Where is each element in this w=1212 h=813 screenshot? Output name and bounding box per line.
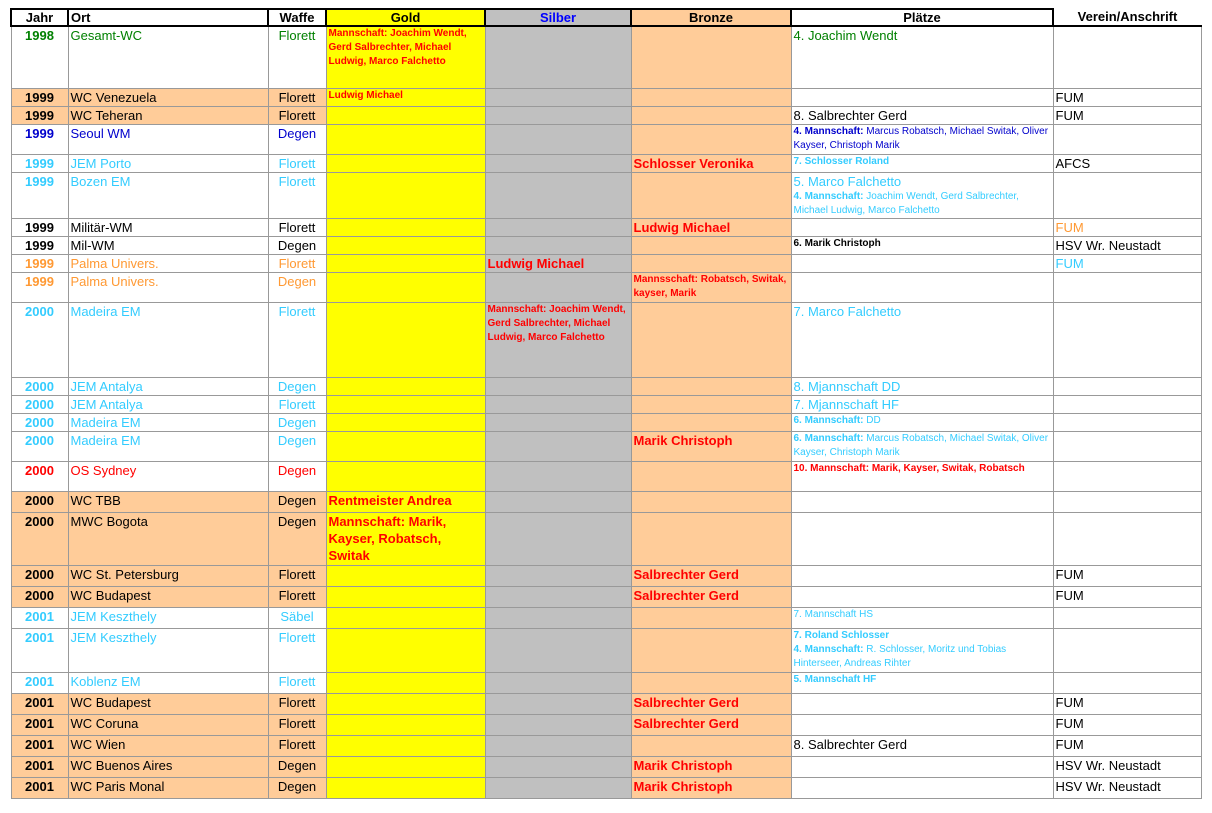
cell-gold (326, 693, 485, 714)
header-row (11, 9, 1201, 26)
table-row (11, 172, 1201, 218)
cell-verein: HSV Wr. Neustadt (1053, 756, 1201, 777)
cell-ort: Madeira EM (68, 413, 268, 431)
cell-ort: WC Buenos Aires (68, 756, 268, 777)
cell-waffe: Florett (268, 106, 326, 124)
cell-ort: Madeira EM (68, 302, 268, 377)
cell-silber (485, 672, 631, 693)
cell-gold (326, 124, 485, 154)
cell-plaetze (791, 565, 1053, 586)
cell-plaetze (791, 777, 1053, 798)
cell-ort: Madeira EM (68, 431, 268, 461)
cell-jahr: 1999 (11, 88, 68, 106)
cell-bronze: Schlosser Veronika (631, 154, 791, 172)
cell-bronze (631, 302, 791, 377)
table-row (11, 693, 1201, 714)
table-row (11, 491, 1201, 512)
cell-ort: WC Teheran (68, 106, 268, 124)
cell-silber (485, 693, 631, 714)
header-silber: Silber (485, 9, 631, 26)
cell-plaetze (791, 431, 1053, 461)
cell-plaetze (791, 413, 1053, 431)
cell-plaetze (791, 628, 1053, 672)
plaetze-label: 6. Mannschaft: (793, 432, 864, 444)
plaetze-label: 4. Mannschaft: (793, 643, 864, 655)
cell-silber (485, 777, 631, 798)
cell-bronze (631, 607, 791, 628)
cell-silber: Ludwig Michael (485, 254, 631, 272)
cell-jahr: 2000 (11, 431, 68, 461)
cell-bronze (631, 236, 791, 254)
cell-gold (326, 586, 485, 607)
cell-waffe: Florett (268, 172, 326, 218)
cell-plaetze (791, 272, 1053, 302)
cell-jahr: 1999 (11, 272, 68, 302)
cell-jahr: 2001 (11, 693, 68, 714)
cell-gold (326, 377, 485, 395)
cell-jahr: 1999 (11, 124, 68, 154)
cell-gold (326, 777, 485, 798)
cell-jahr: 1999 (11, 106, 68, 124)
cell-waffe: Degen (268, 461, 326, 491)
cell-jahr: 2000 (11, 491, 68, 512)
cell-verein (1053, 377, 1201, 395)
cell-waffe: Degen (268, 431, 326, 461)
cell-jahr: 2000 (11, 302, 68, 377)
cell-jahr: 1999 (11, 172, 68, 218)
cell-jahr: 2001 (11, 777, 68, 798)
cell-jahr: 1999 (11, 254, 68, 272)
table-row (11, 154, 1201, 172)
cell-gold (326, 756, 485, 777)
cell-plaetze (791, 218, 1053, 236)
cell-ort: Palma Univers. (68, 254, 268, 272)
plaetze-text: Marcus Robatsch, Michael Switak, Oliver Kayser, Christoph Marik (793, 432, 1049, 458)
cell-verein: FUM (1053, 218, 1201, 236)
cell-verein (1053, 672, 1201, 693)
cell-waffe: Florett (268, 26, 326, 88)
cell-bronze (631, 491, 791, 512)
table-row (11, 565, 1201, 586)
cell-plaetze: 7. Schlosser Roland (791, 154, 1053, 172)
cell-plaetze: 5. Mannschaft HF (791, 672, 1053, 693)
cell-ort: JEM Antalya (68, 395, 268, 413)
header-ort: Ort (68, 9, 268, 26)
cell-silber (485, 565, 631, 586)
cell-verein (1053, 431, 1201, 461)
cell-waffe: Florett (268, 714, 326, 735)
cell-plaetze (791, 172, 1053, 218)
cell-silber (485, 628, 631, 672)
cell-bronze: Mannsschaft: Robatsch, Switak, kayser, Marik (631, 272, 791, 302)
cell-silber (485, 756, 631, 777)
plaetze-text: R. Schlosser, Moritz und Tobias Hinterseer, Andreas Rihter (793, 643, 1007, 669)
cell-waffe: Degen (268, 272, 326, 302)
cell-bronze (631, 735, 791, 756)
cell-jahr: 2000 (11, 565, 68, 586)
cell-verein (1053, 461, 1201, 491)
cell-ort: WC Budapest (68, 693, 268, 714)
cell-verein (1053, 272, 1201, 302)
table-row (11, 672, 1201, 693)
plaetze-line: 5. Marco Falchetto (793, 173, 902, 189)
cell-silber: Mannschaft: Joachim Wendt, Gerd Salbrechter, Michael Ludwig, Marco Falchetto (485, 302, 631, 377)
cell-silber (485, 377, 631, 395)
cell-bronze: Salbrechter Gerd (631, 693, 791, 714)
cell-gold (326, 628, 485, 672)
cell-waffe: Degen (268, 236, 326, 254)
results-table (10, 8, 1202, 799)
table-row (11, 395, 1201, 413)
cell-bronze (631, 106, 791, 124)
cell-silber (485, 395, 631, 413)
cell-verein: HSV Wr. Neustadt (1053, 777, 1201, 798)
table-row (11, 461, 1201, 491)
cell-bronze: Ludwig Michael (631, 218, 791, 236)
header-verein: Verein/Anschrift (1053, 9, 1201, 26)
cell-ort: WC Coruna (68, 714, 268, 735)
cell-jahr: 2000 (11, 395, 68, 413)
table-row (11, 88, 1201, 106)
cell-ort: Gesamt-WC (68, 26, 268, 88)
cell-waffe: Degen (268, 124, 326, 154)
cell-verein: FUM (1053, 586, 1201, 607)
cell-bronze (631, 254, 791, 272)
results-sheet (10, 8, 1202, 799)
header-gold: Gold (326, 9, 485, 26)
cell-silber (485, 236, 631, 254)
plaetze-label: 6. Mannschaft: (793, 414, 864, 426)
cell-gold (326, 172, 485, 218)
cell-gold (326, 565, 485, 586)
cell-jahr: 1999 (11, 218, 68, 236)
cell-bronze: Marik Christoph (631, 777, 791, 798)
cell-plaetze (791, 693, 1053, 714)
cell-ort: Palma Univers. (68, 272, 268, 302)
cell-gold (326, 607, 485, 628)
cell-silber (485, 218, 631, 236)
cell-plaetze (791, 124, 1053, 154)
cell-jahr: 2000 (11, 461, 68, 491)
cell-waffe: Degen (268, 377, 326, 395)
cell-gold (326, 672, 485, 693)
cell-ort: Seoul WM (68, 124, 268, 154)
cell-verein: FUM (1053, 106, 1201, 124)
cell-gold (326, 395, 485, 413)
cell-gold: Mannschaft: Joachim Wendt, Gerd Salbrechter, Michael Ludwig, Marco Falchetto (326, 26, 485, 88)
cell-silber (485, 735, 631, 756)
cell-silber (485, 607, 631, 628)
cell-gold (326, 413, 485, 431)
cell-jahr: 2001 (11, 607, 68, 628)
cell-silber (485, 124, 631, 154)
cell-verein: FUM (1053, 565, 1201, 586)
cell-ort: JEM Porto (68, 154, 268, 172)
cell-ort: JEM Keszthely (68, 607, 268, 628)
cell-verein (1053, 302, 1201, 377)
cell-gold: Rentmeister Andrea (326, 491, 485, 512)
cell-plaetze (791, 512, 1053, 565)
plaetze-text: Marcus Robatsch, Michael Switak, Oliver Kayser, Christoph Marik (793, 125, 1049, 151)
cell-waffe: Degen (268, 491, 326, 512)
cell-plaetze: 6. Marik Christoph (791, 236, 1053, 254)
cell-jahr: 1998 (11, 26, 68, 88)
cell-silber (485, 586, 631, 607)
cell-verein: FUM (1053, 254, 1201, 272)
table-row (11, 413, 1201, 431)
cell-jahr: 2000 (11, 586, 68, 607)
cell-plaetze (791, 714, 1053, 735)
cell-plaetze: 7. Mjannschaft HF (791, 395, 1053, 413)
cell-waffe: Degen (268, 413, 326, 431)
cell-ort: JEM Antalya (68, 377, 268, 395)
cell-waffe: Florett (268, 302, 326, 377)
cell-jahr: 2001 (11, 672, 68, 693)
cell-waffe: Florett (268, 628, 326, 672)
table-row (11, 586, 1201, 607)
cell-waffe: Florett (268, 154, 326, 172)
cell-plaetze (791, 254, 1053, 272)
cell-waffe: Florett (268, 254, 326, 272)
cell-plaetze: 4. Joachim Wendt (791, 26, 1053, 88)
cell-ort: WC Venezuela (68, 88, 268, 106)
table-row (11, 756, 1201, 777)
cell-waffe: Florett (268, 88, 326, 106)
cell-waffe: Florett (268, 565, 326, 586)
plaetze-label: 4. Mannschaft: (793, 125, 864, 137)
header-jahr: Jahr (11, 9, 68, 26)
cell-bronze: Marik Christoph (631, 756, 791, 777)
cell-waffe: Degen (268, 756, 326, 777)
cell-gold: Ludwig Michael (326, 88, 485, 106)
cell-bronze: Salbrechter Gerd (631, 565, 791, 586)
cell-verein: FUM (1053, 714, 1201, 735)
cell-verein (1053, 26, 1201, 88)
cell-verein (1053, 491, 1201, 512)
cell-bronze: Marik Christoph (631, 431, 791, 461)
cell-bronze (631, 88, 791, 106)
cell-bronze (631, 461, 791, 491)
table-row (11, 628, 1201, 672)
cell-waffe: Florett (268, 395, 326, 413)
cell-waffe: Florett (268, 693, 326, 714)
cell-jahr: 2001 (11, 714, 68, 735)
cell-jahr: 2001 (11, 628, 68, 672)
cell-gold: Mannschaft: Marik, Kayser, Robatsch, Switak (326, 512, 485, 565)
cell-verein (1053, 413, 1201, 431)
cell-plaetze: 8. Mjannschaft DD (791, 377, 1053, 395)
cell-bronze: Salbrechter Gerd (631, 714, 791, 735)
cell-verein: HSV Wr. Neustadt (1053, 236, 1201, 254)
table-row (11, 431, 1201, 461)
cell-plaetze: 8. Salbrechter Gerd (791, 735, 1053, 756)
cell-ort: MWC Bogota (68, 512, 268, 565)
cell-ort: Koblenz EM (68, 672, 268, 693)
cell-jahr: 1999 (11, 236, 68, 254)
cell-waffe: Florett (268, 586, 326, 607)
cell-gold (326, 154, 485, 172)
cell-silber (485, 172, 631, 218)
cell-plaetze: 10. Mannschaft: Marik, Kayser, Switak, Robatsch (791, 461, 1053, 491)
table-row (11, 218, 1201, 236)
cell-gold (326, 254, 485, 272)
cell-ort: Militär-WM (68, 218, 268, 236)
table-row (11, 714, 1201, 735)
header-waffe: Waffe (268, 9, 326, 26)
cell-silber (485, 461, 631, 491)
cell-ort: WC TBB (68, 491, 268, 512)
cell-jahr: 2000 (11, 377, 68, 395)
cell-jahr: 2001 (11, 735, 68, 756)
cell-waffe: Säbel (268, 607, 326, 628)
cell-verein: FUM (1053, 735, 1201, 756)
cell-verein (1053, 512, 1201, 565)
cell-bronze (631, 26, 791, 88)
cell-jahr: 1999 (11, 154, 68, 172)
cell-plaetze: 7. Mannschaft HS (791, 607, 1053, 628)
cell-verein: FUM (1053, 88, 1201, 106)
cell-verein (1053, 607, 1201, 628)
cell-bronze (631, 124, 791, 154)
table-row (11, 377, 1201, 395)
table-row (11, 254, 1201, 272)
cell-verein (1053, 172, 1201, 218)
table-row (11, 26, 1201, 88)
cell-waffe: Florett (268, 735, 326, 756)
cell-gold (326, 461, 485, 491)
cell-bronze (631, 172, 791, 218)
plaetze-text: Joachim Wendt, Gerd Salbrechter, Michael Ludwig, Marco Falchetto (793, 190, 1019, 216)
cell-verein (1053, 628, 1201, 672)
cell-plaetze (791, 491, 1053, 512)
cell-bronze: Salbrechter Gerd (631, 586, 791, 607)
cell-gold (326, 106, 485, 124)
cell-gold (326, 272, 485, 302)
cell-ort: JEM Keszthely (68, 628, 268, 672)
table-row (11, 236, 1201, 254)
table-row (11, 735, 1201, 756)
cell-silber (485, 88, 631, 106)
cell-waffe: Degen (268, 512, 326, 565)
cell-silber (485, 431, 631, 461)
cell-bronze (631, 628, 791, 672)
cell-gold (326, 714, 485, 735)
cell-silber (485, 512, 631, 565)
table-row (11, 607, 1201, 628)
cell-silber (485, 26, 631, 88)
cell-waffe: Florett (268, 672, 326, 693)
cell-plaetze: 7. Marco Falchetto (791, 302, 1053, 377)
header-bronze: Bronze (631, 9, 791, 26)
cell-waffe: Degen (268, 777, 326, 798)
cell-ort: WC St. Petersburg (68, 565, 268, 586)
table-row (11, 512, 1201, 565)
cell-silber (485, 106, 631, 124)
cell-gold (326, 735, 485, 756)
header-plaetze: Plätze (791, 9, 1053, 26)
cell-verein: AFCS (1053, 154, 1201, 172)
table-row (11, 777, 1201, 798)
table-row (11, 106, 1201, 124)
cell-verein (1053, 124, 1201, 154)
cell-bronze (631, 413, 791, 431)
cell-plaetze (791, 586, 1053, 607)
cell-verein (1053, 395, 1201, 413)
cell-silber (485, 491, 631, 512)
cell-plaetze (791, 756, 1053, 777)
cell-plaetze (791, 88, 1053, 106)
cell-gold (326, 302, 485, 377)
cell-gold (326, 431, 485, 461)
cell-ort: WC Wien (68, 735, 268, 756)
cell-silber (485, 413, 631, 431)
plaetze-text: DD (863, 414, 881, 426)
cell-ort: WC Budapest (68, 586, 268, 607)
cell-ort: Bozen EM (68, 172, 268, 218)
cell-ort: WC Paris Monal (68, 777, 268, 798)
cell-gold (326, 236, 485, 254)
cell-waffe: Florett (268, 218, 326, 236)
cell-silber (485, 714, 631, 735)
cell-silber (485, 154, 631, 172)
cell-bronze (631, 395, 791, 413)
table-row (11, 302, 1201, 377)
cell-bronze (631, 377, 791, 395)
table-row (11, 124, 1201, 154)
cell-bronze (631, 672, 791, 693)
cell-jahr: 2000 (11, 512, 68, 565)
cell-ort: OS Sydney (68, 461, 268, 491)
cell-gold (326, 218, 485, 236)
table-row (11, 272, 1201, 302)
cell-verein: FUM (1053, 693, 1201, 714)
cell-bronze (631, 512, 791, 565)
cell-jahr: 2001 (11, 756, 68, 777)
plaetze-line: 7. Roland Schlosser (793, 629, 890, 641)
cell-ort: Mil-WM (68, 236, 268, 254)
cell-silber (485, 272, 631, 302)
plaetze-label: 4. Mannschaft: (793, 190, 864, 202)
cell-plaetze: 8. Salbrechter Gerd (791, 106, 1053, 124)
cell-jahr: 2000 (11, 413, 68, 431)
